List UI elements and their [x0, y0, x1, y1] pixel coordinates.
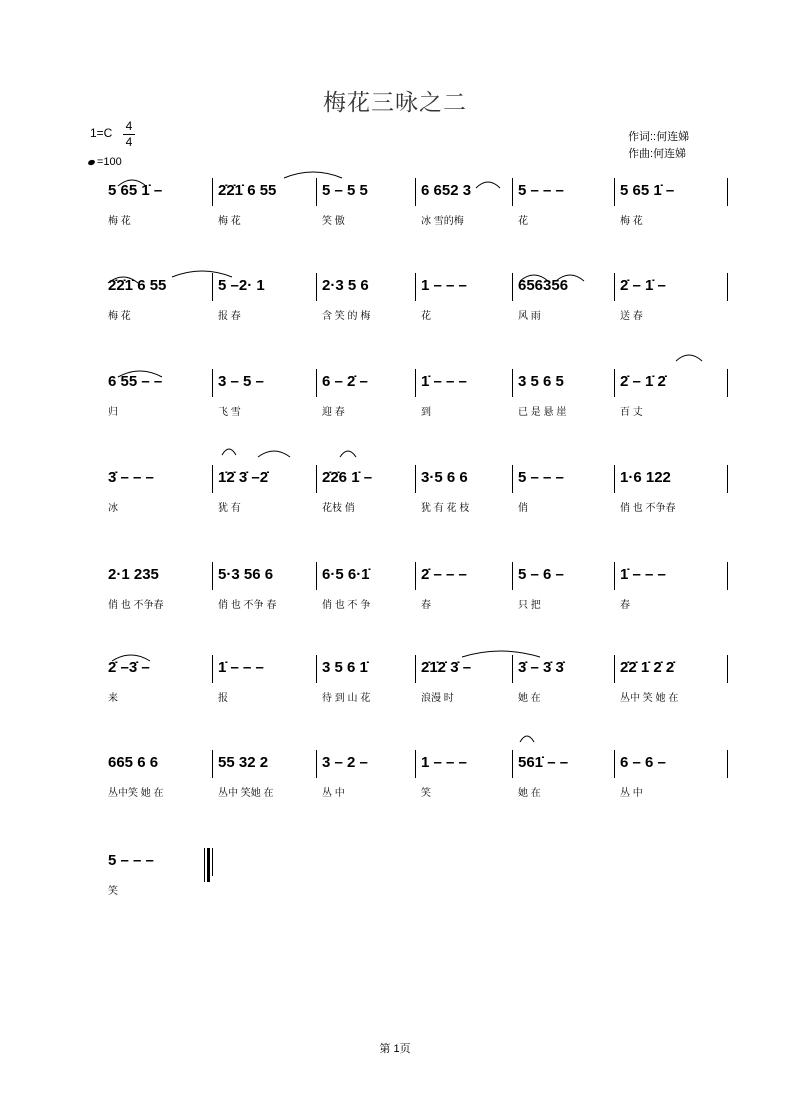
tempo-marking [88, 156, 122, 168]
measure-notes: 5 – 5 5 [322, 182, 368, 199]
slur-arc [476, 182, 500, 188]
measure-notes: 2̇2̇ 1̇ 2̇ 2̇ [620, 659, 675, 676]
tempo-value: =100 [97, 156, 122, 168]
measure-notes: 1 – – – [421, 277, 467, 294]
slur-arc [112, 655, 150, 661]
measure-lyrics: 报 春 [218, 311, 241, 322]
slur-arc [520, 736, 534, 742]
measure-notes: 1·6 122 [620, 469, 671, 486]
slur-arc [258, 451, 290, 457]
measure-lyrics: 已 是 悬 崖 [518, 407, 567, 418]
measure-lyrics: 报 [218, 693, 228, 704]
measure-lyrics: 俏 也 不争 春 [218, 600, 277, 611]
score-line [0, 655, 790, 715]
measure-lyrics: 来 [108, 693, 118, 704]
measure-lyrics: 花 [421, 311, 431, 322]
measure-lyrics: 春 [421, 600, 431, 611]
time-denominator: 4 [125, 135, 133, 149]
measure-notes: 5 65 1̇ – [620, 182, 675, 199]
measure-lyrics: 她 在 [518, 788, 541, 799]
slur-arc [284, 172, 342, 178]
measure-lyrics: 只 把 [518, 600, 541, 611]
measure-notes: 5 – – – [108, 852, 154, 869]
measure-lyrics: 俏 [518, 503, 528, 514]
measure-lyrics: 笑 傲 [322, 216, 345, 227]
slur-arc [222, 449, 236, 455]
slurs [0, 178, 790, 218]
slurs [0, 562, 790, 602]
lyricist-credit: 作词::何连娣 [628, 131, 690, 143]
measure-notes: 6 55 – – [108, 373, 163, 390]
measure-notes: 3 – 2 – [322, 754, 368, 771]
measure-lyrics: 含 笑 的 梅 [322, 311, 371, 322]
measure-lyrics: 梅 花 [108, 311, 131, 322]
score-line [0, 848, 790, 908]
measure-lyrics: 花 [518, 216, 528, 227]
measure-lyrics: 梅 花 [218, 216, 241, 227]
slur-arc [462, 651, 540, 657]
measure-notes: 1̇ – – – [620, 566, 666, 583]
measure-notes: 6 652 3 [421, 182, 472, 199]
slur-arc [556, 275, 584, 281]
composer-credit: 作曲:何连娣 [628, 148, 687, 160]
measure-lyrics: 犹 有 [218, 503, 241, 514]
measure-lyrics: 丛中 笑 她 在 [620, 693, 679, 704]
measure-lyrics: 到 [421, 407, 431, 418]
time-numerator: 4 [125, 119, 133, 133]
measure-lyrics: 花枝 俏 [322, 503, 355, 514]
score-line [0, 369, 790, 429]
measure-lyrics: 浪漫 时 [421, 693, 454, 704]
measure-notes: 5·3 56 6 [218, 566, 274, 583]
slur-arc [118, 180, 146, 186]
measure-lyrics: 她 在 [518, 693, 541, 704]
measure-notes: 2̇ –3̇ – [108, 659, 150, 676]
measure-lyrics: 笑 [421, 788, 431, 799]
measure-lyrics: 梅 花 [620, 216, 643, 227]
measure-notes: 2̇2̇1̇ 6 55 [218, 182, 277, 199]
measure-notes: 1̇2̇ 3̇ –2̇ [218, 469, 269, 486]
measure-notes: 2̇1̇2̇ 3̇ – [421, 659, 472, 676]
song-title: 梅花三咏之二 [323, 90, 467, 116]
key-signature: 1=C [90, 126, 113, 140]
score-line [0, 178, 790, 238]
measure-notes: 2·1 235 [108, 566, 159, 583]
page-number: 第 1页 [379, 1043, 411, 1055]
measure-notes: 6·5 6·1̇ [322, 566, 370, 583]
measure-lyrics: 犹 有 花 枝 [421, 503, 470, 514]
slurs [0, 369, 790, 409]
measure-lyrics: 飞 雪 [218, 407, 241, 418]
measure-lyrics: 俏 也 不 争 [322, 600, 371, 611]
measure-notes: 3 5 6 5 [518, 373, 564, 390]
score-line [0, 273, 790, 333]
measure-notes: 3 5 6 1̇ [322, 659, 368, 676]
slur-arc [118, 371, 162, 377]
measure-notes: 55 32 2 [218, 754, 269, 771]
measure-lyrics: 百 丈 [620, 407, 643, 418]
slurs [0, 848, 790, 888]
measure-notes: 3 – 5 – [218, 373, 264, 390]
measure-notes: 6 – 2̇ – [322, 373, 368, 390]
measure-lyrics: 丛 中 [322, 788, 345, 799]
measure-notes: 2̇ – 1̇ – [620, 277, 666, 294]
slur-arc [676, 355, 702, 361]
slurs [0, 465, 790, 505]
measure-notes: 3·5 6 6 [421, 469, 468, 486]
measure-notes: 561̇ – – [518, 754, 569, 771]
slur-arc [340, 451, 356, 457]
slur-arc [108, 277, 138, 283]
quarter-note-icon [87, 159, 95, 166]
measure-lyrics: 迎 春 [322, 407, 345, 418]
measure-notes: 2̇2̇1̇ 6 55 [108, 277, 167, 294]
measure-notes: 2̇ – – – [421, 566, 467, 583]
measure-notes: 2·3 5 6 [322, 277, 369, 294]
measure-lyrics: 风 雨 [518, 311, 541, 322]
slur-arc [520, 275, 548, 281]
measure-notes: 5 –2· 1 [218, 277, 265, 294]
slurs [0, 655, 790, 695]
measure-notes: 656356 [518, 277, 569, 294]
measure-lyrics: 丛中 笑她 在 [218, 788, 274, 799]
measure-notes: 5 – – – [518, 182, 564, 199]
measure-notes: 2̇ – 1̇ 2̇ [620, 373, 666, 390]
slurs [0, 273, 790, 313]
measure-lyrics: 冰 [108, 503, 118, 514]
slur-arc [172, 271, 232, 277]
measure-notes: 5 65 1̇ – [108, 182, 163, 199]
measure-lyrics: 春 [620, 600, 630, 611]
measure-lyrics: 丛 中 [620, 788, 643, 799]
measure-notes: 1̇ – – – [421, 373, 467, 390]
measure-notes: 5 – 6 – [518, 566, 564, 583]
measure-notes: 3̇ – – – [108, 469, 154, 486]
measure-lyrics: 送 春 [620, 311, 643, 322]
measure-notes: 1 – – – [421, 754, 467, 771]
measure-notes: 2̇2̇6 1̇ – [322, 469, 373, 486]
slurs [0, 750, 790, 790]
score-line [0, 750, 790, 810]
score-line [0, 562, 790, 622]
measure-notes: 665 6 6 [108, 754, 159, 771]
measure-lyrics: 待 到 山 花 [322, 693, 371, 704]
measure-notes: 6 – 6 – [620, 754, 666, 771]
measure-notes: 1̇ – – – [218, 659, 264, 676]
measure-lyrics: 冰 雪的梅 [421, 216, 464, 227]
measure-lyrics: 俏 也 不争春 [620, 503, 676, 514]
measure-lyrics: 笑 [108, 886, 118, 897]
measure-notes: 5 – – – [518, 469, 564, 486]
measure-lyrics: 归 [108, 407, 118, 418]
score-line [0, 465, 790, 525]
measure-lyrics: 梅 花 [108, 216, 131, 227]
measure-lyrics: 丛中笑 她 在 [108, 788, 164, 799]
measure-lyrics: 俏 也 不争春 [108, 600, 164, 611]
measure-notes: 3̇ – 3̇ 3̇ [518, 659, 564, 676]
time-signature [123, 120, 135, 149]
